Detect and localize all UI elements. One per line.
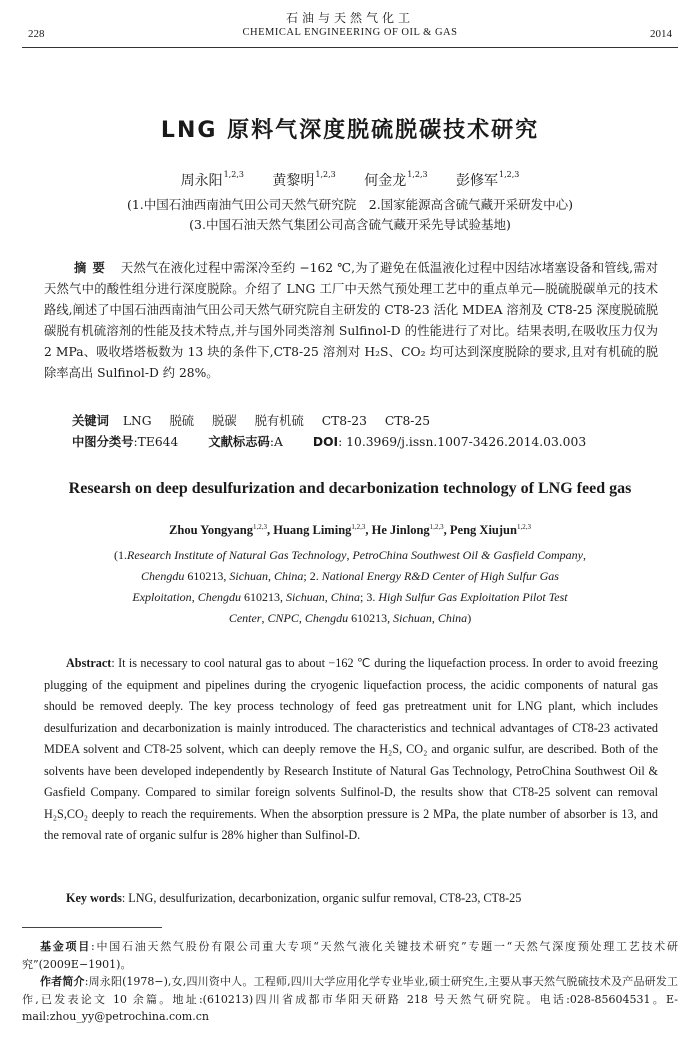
author-list-en: Zhou Yongyang$^{1,2,3}$, Huang Liming$^{1,2,3}$, He Jinlong$^{1,2,3}$, Peng Xiujun$^{1,2,3}$ [169, 523, 531, 537]
keywords-en [66, 891, 521, 906]
abstract-cn-label: 摘要 [74, 261, 111, 275]
abstract-en [44, 653, 658, 847]
abstract-en-label: Abstract [66, 656, 112, 670]
keywords-en-label: Key words [66, 891, 122, 905]
keywords-en-text: : LNG, desulfurization, decarbonization, organic sulfur removal, CT8-23, CT8-25 [121, 891, 522, 905]
affiliation-cn-line2: (3.中国石油天然气集团公司高含硫气藏开采先导试验基地) [189, 217, 511, 232]
footnote [22, 938, 678, 1026]
author-affiliation-marker: 1,2,3 [223, 170, 244, 179]
running-header [0, 0, 700, 50]
author-en [273, 523, 365, 537]
author-affiliation-marker: 1,2,3 [499, 170, 520, 179]
clc-value: TE644 [137, 435, 179, 449]
author-en [450, 523, 531, 537]
keywords-cn [72, 411, 444, 429]
paper-title-cn: LNG 原料气深度脱硫脱碳技术研究 [160, 118, 540, 143]
author-name: Huang Liming [273, 523, 352, 537]
keyword-cn: 脱硫 [169, 414, 195, 428]
author-name: Peng Xiujun [449, 523, 517, 537]
author-affiliation-marker: 1,2,3 [351, 523, 366, 531]
affiliation-cn-line1: (1.中国石油西南油气田公司天然气研究院 2.国家能源高含硫气藏开采研发中心) [126, 197, 574, 212]
abstract-cn-text: 天然气在液化过程中需深冷至约 −162 ℃,为了避免在低温液化过程中因结冰堵塞设备和管线,需对天然气中的酸性组分进行深度脱除。介绍了 LNG 工厂中天然气预处理工艺中的重点单元—脱硫脱碳单元的技术路线,阐述了中国石油西南油气田公司天然气研究院自主研发的 CT8-23 活化 MDEA 溶剂及 CT8-25 深度脱硫脱碳脱有机硫溶剂的性能及技术特点,并与国外同类溶剂 Sulfinol-D 的性能进行了对比。结果表明,在吸收压力仅为 2 MPa、吸收塔塔板数为 13 块的条件下,CT8-25 溶剂对 H₂S、CO₂ 均可达到深度脱除的要求,且对有机硫的脱除率高出 Sulfinol-D 约 28%。 [44, 261, 658, 380]
funding-text: :中国石油天然气股份有限公司重大专项“天然气液化关键技术研究”专题一“天然气深度预处理工艺技术研究”(2009E−1901)。 [22, 940, 678, 971]
author-affiliation-marker: 1,2,3 [315, 170, 336, 179]
keyword-cn: CT8-23 [321, 414, 367, 428]
author-name: He Jinlong [371, 523, 430, 537]
journal-name-cn: 石油与天然气化工 [285, 11, 414, 25]
author-name: 彭修军 [456, 173, 499, 189]
author-cn [456, 170, 520, 189]
footnote-rule [22, 927, 162, 928]
author-bio-text: :周永阳(1978−),女,四川资中人。工程师,四川大学应用化学专业毕业,硕士研究生,主要从事天然气脱硫技术及产品研发工作,已发表论文 10 余篇。地址:(610213)四川省成都市华阳天研路 218 号天然气研究院。电话:028-85604531。E-mail:zhou_yy@petrochina.com.cn [22, 975, 678, 1023]
keywords-cn-label: 关键词 [72, 414, 109, 428]
clc-label: 中图分类号 [72, 435, 134, 449]
author-affiliation-marker: 1,2,3 [253, 523, 267, 531]
author-affiliation-marker: 1,2,3 [429, 523, 444, 531]
author-bio-label: 作者简介 [40, 975, 85, 988]
author-en [169, 523, 267, 537]
keyword-cn: LNG [122, 414, 152, 428]
funding-note [22, 938, 678, 973]
author-bio-note [22, 973, 678, 1026]
keyword-cn: 脱碳 [212, 414, 237, 428]
author-name: 黄黎明 [272, 173, 315, 189]
journal-year: 2014 [650, 28, 672, 40]
doi-label: DOI [312, 435, 339, 449]
funding-label: 基金项目 [40, 940, 92, 953]
keyword-cn: CT8-25 [384, 414, 431, 428]
page-number: 228 [28, 28, 45, 40]
author-list-cn [0, 170, 700, 190]
classification-line: 中图分类号:TE644 文献标志码:A DOI: 10.3969/j.issn.1007-3426.2014.03.003 [72, 435, 587, 449]
author-affiliation-marker: 1,2,3 [516, 523, 531, 531]
keyword-cn: 脱有机硫 [254, 414, 304, 428]
doc-code-label: 文献标志码 [208, 435, 270, 449]
abstract-cn [44, 258, 658, 384]
abstract-en-text: : It is necessary to cool natural gas to about −162 ℃ during the liquefaction process. In order to avoid freezing plugging of the equipment and pipelines during the cryogenic liquefaction process, the acidic components of natural gas should be removed deeply. The key process technology of feed gas pretreatment unit for LNG plant, which includes desulfurization and decarbonization is mainly introduced. The characteristics and technical advantages of CT8-23 activated MDEA solvent and CT8-25 solvent, which can deeply remove the H₂S, CO₂ and organic sulfur, are described. Both of the solvents have been developed independently by Research Institute of Natural Gas Technology, PetroChina Southwest Oil & Gasfield Company. Compared to similar foreign solvents Sulfinol-D, the results show that CT8-25 solvent can removal H₂S,CO₂ deeply to reach the requirements. When the absorption pressure is 2 MPa, the plate number of absorber is 13, and the removal rate of organic sulfur is 28% higher than Sulfinol-D. [44, 656, 658, 842]
author-name: Zhou Yongyang [169, 523, 253, 537]
author-en [372, 523, 444, 537]
author-name: 周永阳 [180, 173, 223, 189]
author-affiliation-marker: 1,2,3 [407, 170, 428, 179]
author-cn [180, 170, 244, 189]
journal-name-en: CHEMICAL ENGINEERING OF OIL & GAS [242, 27, 458, 38]
header-rule [22, 47, 678, 48]
doc-code-value: A [273, 435, 283, 449]
doi-value: 10.3969/j.issn.1007-3426.2014.03.003 [346, 435, 587, 449]
author-cn [364, 170, 428, 189]
paper-title-en: Researsh on deep desulfurization and decarbonization technology of LNG feed gas [68, 480, 632, 497]
author-cn [272, 170, 336, 189]
affiliation-en: (1.Research Institute of Natural Gas Technology, PetroChina Southwest Oil & Gasfield Company, Chengdu 610213, Sichuan, China; 2. National Energy R&D Center of High Sulfur Gas Exploitation, Chengdu 610213, Sichuan, China; 3. High Sulfur Gas Exploitation Pilot Test Center, CNPC, Chengdu 610213, Sichuan, China) [114, 548, 586, 625]
author-name: 何金龙 [364, 173, 407, 189]
